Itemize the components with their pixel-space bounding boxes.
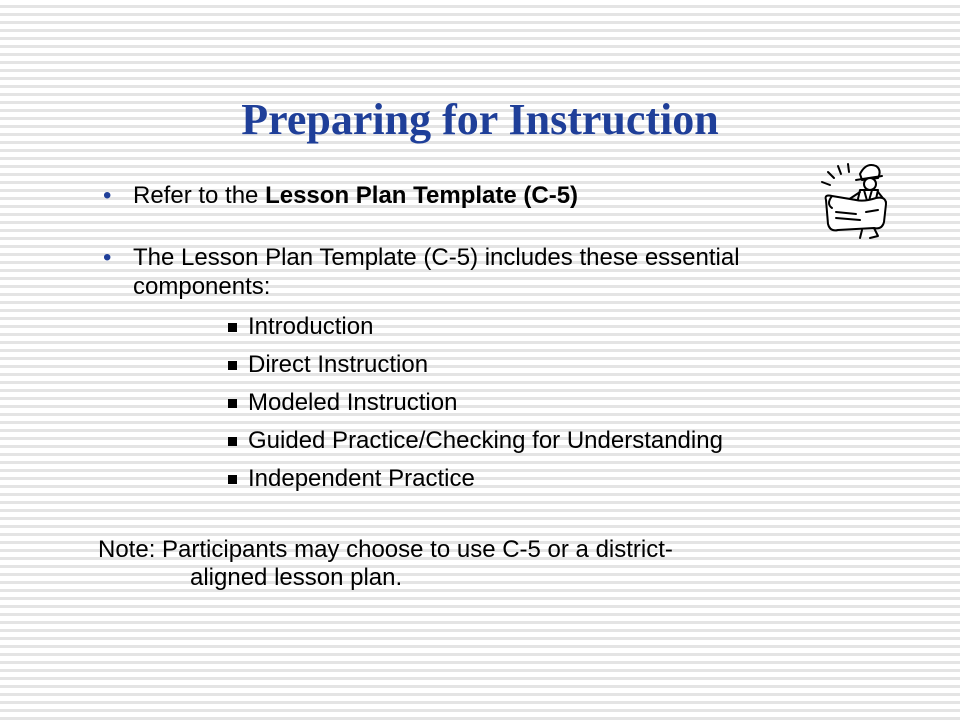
- bullet-refer: [103, 181, 823, 210]
- bullet-dot-icon: •: [103, 182, 112, 209]
- list-item-label: Introduction: [248, 313, 374, 340]
- list-item: [226, 350, 723, 388]
- bullet-refer-prefix: Refer to the: [133, 182, 266, 209]
- list-item-label: Modeled Instruction: [248, 389, 458, 416]
- note: [98, 536, 888, 592]
- bullet-components-text: The Lesson Plan Template (C-5) includes these essential components:: [133, 244, 740, 300]
- square-bullet-icon: [228, 361, 237, 370]
- square-bullet-icon: [228, 399, 237, 408]
- reading-person-icon: [816, 160, 894, 240]
- list-item-label: Guided Practice/Checking for Understanding: [248, 427, 723, 454]
- note-line-2: aligned lesson plan.: [190, 564, 403, 591]
- list-item-label: Direct Instruction: [248, 351, 429, 378]
- list-item-label: Independent Practice: [248, 465, 475, 492]
- square-bullet-icon: [228, 475, 237, 484]
- list-item: [226, 464, 723, 502]
- list-item: [226, 388, 723, 426]
- bullet-components: [103, 243, 823, 301]
- slide-title: Preparing for Instruction: [241, 95, 719, 144]
- square-bullet-icon: [228, 437, 237, 446]
- list-item: [226, 426, 723, 464]
- list-item: [226, 312, 723, 350]
- note-line-1: Note: Participants may choose to use C-5 or a district-: [98, 536, 673, 563]
- bullet-dot-icon: •: [103, 244, 112, 271]
- bullet-refer-bold: Lesson Plan Template (C-5): [265, 182, 579, 209]
- square-bullet-icon: [228, 323, 237, 332]
- components-list: [226, 312, 723, 502]
